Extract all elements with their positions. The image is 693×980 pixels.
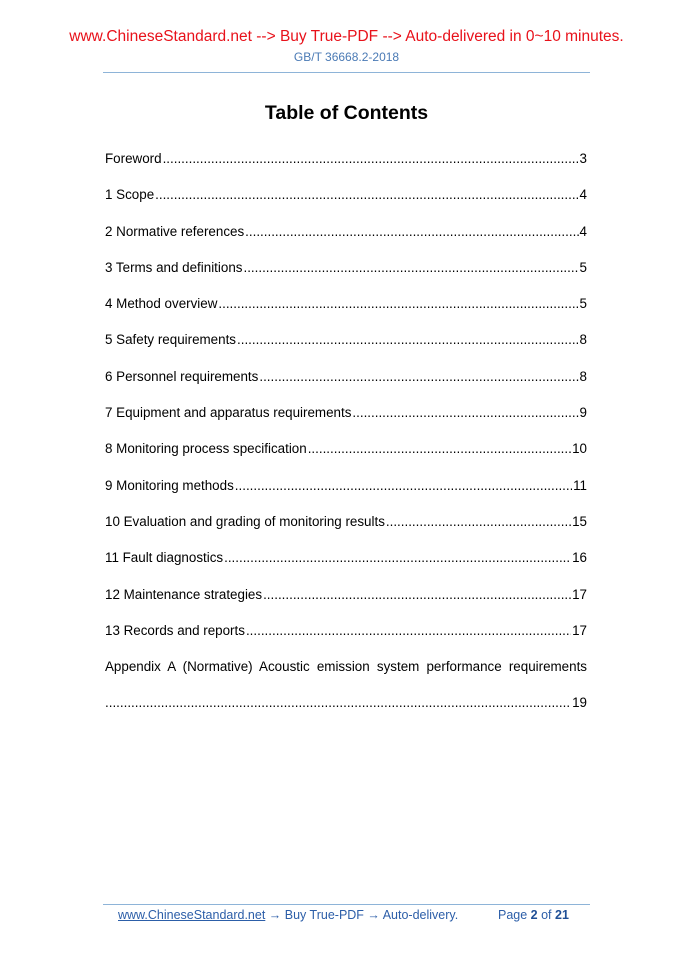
toc-entry-page: 19 <box>572 695 587 711</box>
toc-entry-label: 4 Method overview <box>105 296 218 312</box>
dot-leader <box>237 331 579 349</box>
dot-leader <box>352 404 578 422</box>
toc-entry-equipment-requirements[interactable] <box>105 404 587 440</box>
toc-entry-page: 3 <box>579 151 587 166</box>
dot-leader <box>386 513 571 531</box>
dot-leader <box>245 223 578 241</box>
toc-entry-label: 3 Terms and definitions <box>105 259 243 275</box>
toc-entry-label: 13 Records and reports <box>105 622 245 638</box>
page-indicator <box>498 907 569 923</box>
toc-entry-page: 10 <box>572 441 587 457</box>
toc-entry-page: 17 <box>572 586 587 602</box>
page-title: Table of Contents <box>264 102 429 124</box>
dot-leader <box>263 586 571 604</box>
toc-entry-page: 4 <box>579 187 587 203</box>
page-of: of <box>537 908 555 922</box>
toc-entry-label: 7 Equipment and apparatus requirements <box>105 405 352 421</box>
toc-entry-foreword[interactable] <box>105 150 587 186</box>
toc-entry-page: 15 <box>572 513 587 529</box>
toc-entry-fault-diagnostics[interactable] <box>105 549 587 585</box>
dot-leader <box>235 477 572 495</box>
toc-entry-appendix-a[interactable]: Appendix A (Normative) Acoustic emission system performance requirements <box>105 659 587 675</box>
toc-entry-page: 5 <box>579 296 587 312</box>
toc-entry-page: 9 <box>579 405 587 421</box>
toc-entry-page: 8 <box>579 332 587 348</box>
toc-entry-maintenance-strategies[interactable] <box>105 586 587 622</box>
toc-entry-label: 9 Monitoring methods <box>105 477 234 493</box>
footer-tagline: → Buy True-PDF → Auto-delivery. <box>265 908 459 922</box>
dot-leader <box>155 186 578 204</box>
toc-entry-page: 4 <box>579 223 587 239</box>
footer-site-link[interactable]: www.ChineseStandard.net <box>118 908 266 922</box>
dot-leader <box>259 368 578 386</box>
toc-entry-terms-definitions[interactable] <box>105 259 587 295</box>
toc-entry-records-reports[interactable] <box>105 622 587 658</box>
document-code: GB/T 36668.2-2018 <box>293 50 400 64</box>
toc-entry-safety-requirements[interactable] <box>105 331 587 367</box>
toc-entry-page: 5 <box>579 259 587 275</box>
dot-leader <box>246 622 571 640</box>
toc-entry-monitoring-process[interactable] <box>105 440 587 476</box>
toc-entry-page: 16 <box>572 550 587 566</box>
toc-entry-evaluation-grading[interactable] <box>105 513 587 549</box>
toc-entry-label: 2 Normative references <box>105 223 245 239</box>
dot-leader <box>308 440 571 458</box>
toc-entry-page: 11 <box>573 477 587 493</box>
dot-leader <box>218 295 578 313</box>
toc-entry-appendix-a-page[interactable] <box>105 694 587 730</box>
dot-leader <box>105 694 571 712</box>
toc-entry-scope[interactable] <box>105 186 587 222</box>
dot-leader <box>243 259 578 277</box>
dot-leader <box>224 549 571 567</box>
toc-entry-monitoring-methods[interactable] <box>105 477 587 513</box>
toc-entry-label: 11 Fault diagnostics <box>105 550 224 566</box>
toc-entry-label: 5 Safety requirements <box>105 332 236 348</box>
dot-leader <box>163 150 579 168</box>
toc-entry-label: 6 Personnel requirements <box>105 368 259 384</box>
table-of-contents <box>105 150 587 731</box>
footer-divider <box>103 904 590 905</box>
page-footer <box>118 907 590 923</box>
page-current: 2 <box>530 908 538 922</box>
page-prefix: Page <box>498 908 531 922</box>
toc-entry-label: Foreword <box>105 151 162 166</box>
toc-entry-personnel-requirements[interactable] <box>105 368 587 404</box>
toc-entry-normative-references[interactable] <box>105 223 587 259</box>
toc-entry-label: 8 Monitoring process specification <box>105 441 307 457</box>
toc-entry-label: 12 Maintenance strategies <box>105 586 263 602</box>
toc-entry-page: 8 <box>579 368 587 384</box>
toc-entry-label: 1 Scope <box>105 187 155 203</box>
toc-entry-label: 10 Evaluation and grading of monitoring results <box>105 513 385 529</box>
header-divider <box>103 72 590 73</box>
top-banner[interactable]: www.ChineseStandard.net --> Buy True-PDF --> Auto-delivered in 0~10 minutes. <box>69 28 624 45</box>
toc-entry-page: 17 <box>572 622 587 638</box>
toc-entry-method-overview[interactable] <box>105 295 587 331</box>
page-total: 21 <box>555 908 569 922</box>
